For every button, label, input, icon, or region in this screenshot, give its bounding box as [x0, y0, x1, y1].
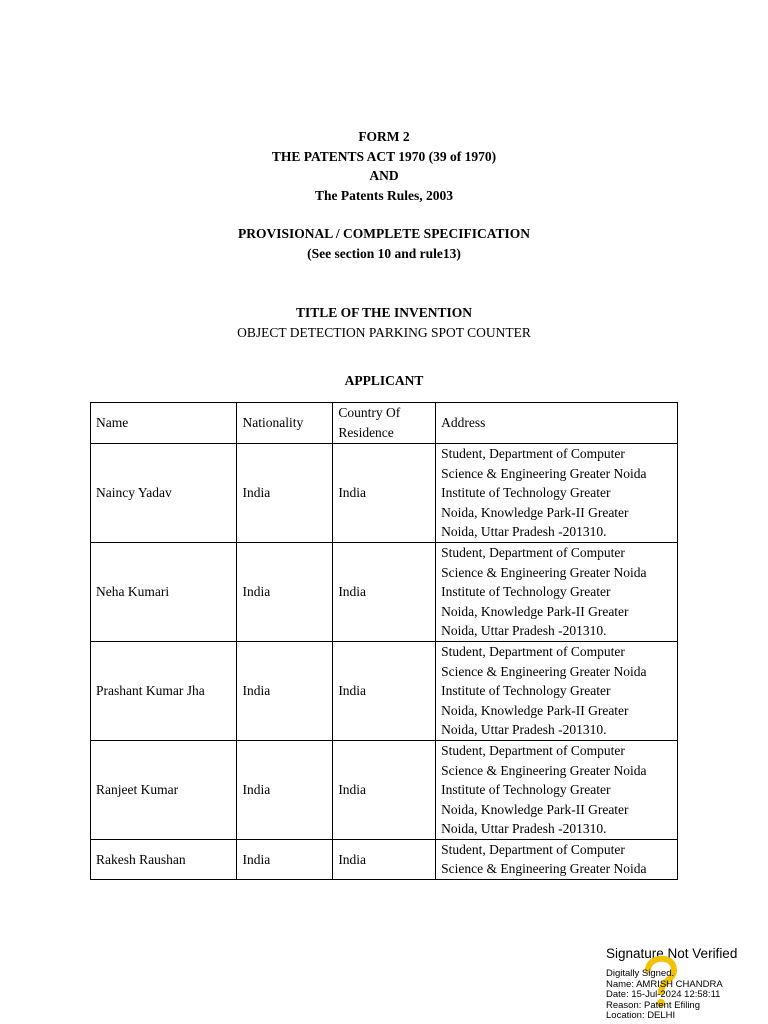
- table-header-row: [91, 403, 678, 444]
- address-line: Noida, Knowledge Park-II Greater: [441, 702, 629, 718]
- applicant-name: Rakesh Raushan: [91, 839, 237, 879]
- signature-details: [606, 969, 766, 1022]
- applicant-address: [436, 444, 678, 543]
- act-title: THE PATENTS ACT 1970 (39 of 1970): [271, 148, 497, 164]
- signature-name: Name: AMRISH CHANDRA: [606, 978, 723, 990]
- address-line: Noida, Knowledge Park-II Greater: [441, 801, 629, 817]
- address-line: Noida, Knowledge Park-II Greater: [441, 504, 629, 520]
- document-header: [0, 127, 768, 391]
- and-text: AND: [369, 168, 399, 183]
- address-line: Science & Engineering Greater Noida: [441, 663, 647, 679]
- header-name: Name: [91, 403, 237, 444]
- applicant-nationality: India: [237, 641, 333, 740]
- address-line: Science & Engineering Greater Noida: [441, 861, 647, 877]
- applicant-name: Neha Kumari: [91, 542, 237, 641]
- applicant-address: [436, 542, 678, 641]
- invention-title: OBJECT DETECTION PARKING SPOT COUNTER: [237, 324, 531, 340]
- signature-line: Digitally Signed.: [606, 968, 675, 979]
- header-country-line: Country Of: [338, 405, 401, 421]
- specification-type: PROVISIONAL / COMPLETE SPECIFICATION: [238, 226, 530, 241]
- address-line: Noida, Uttar Pradesh -201310.: [441, 722, 607, 738]
- applicant-name: Naincy Yadav: [91, 444, 237, 543]
- address-line: Noida, Uttar Pradesh -201310.: [441, 623, 607, 639]
- table-row: [91, 839, 678, 879]
- address-line: Science & Engineering Greater Noida: [441, 564, 647, 580]
- applicant-residence: India: [333, 839, 436, 879]
- address-line: Institute of Technology Greater: [441, 485, 611, 501]
- address-line: Science & Engineering Greater Noida: [441, 762, 647, 778]
- applicant-address: [436, 839, 678, 879]
- invention-title-label: TITLE OF THE INVENTION: [296, 305, 472, 320]
- address-line: Student, Department of Computer: [441, 544, 625, 560]
- header-address: Address: [436, 403, 678, 444]
- applicant-residence: India: [333, 444, 436, 543]
- address-line: Student, Department of Computer: [441, 643, 625, 659]
- address-line: Institute of Technology Greater: [441, 683, 611, 699]
- applicant-address: [436, 740, 678, 839]
- applicant-name: Prashant Kumar Jha: [91, 641, 237, 740]
- applicant-nationality: India: [237, 740, 333, 839]
- applicant-name: Ranjeet Kumar: [91, 740, 237, 839]
- applicant-nationality: India: [237, 444, 333, 543]
- applicant-residence: India: [333, 641, 436, 740]
- address-line: Institute of Technology Greater: [441, 782, 611, 798]
- header-country-of-residence: [333, 403, 436, 444]
- signature-date: Date: 15-Jul-2024 12:58:11: [606, 989, 721, 1000]
- address-line: Student, Department of Computer: [441, 446, 625, 461]
- table-row: [91, 444, 678, 543]
- address-line: Institute of Technology Greater: [441, 584, 611, 600]
- applicant-address: [436, 641, 678, 740]
- table-row: [91, 740, 678, 839]
- signature-location: Location: DELHI: [606, 1010, 676, 1021]
- signature-reason: Reason: Patent Efiling: [606, 999, 701, 1011]
- address-line: Student, Department of Computer: [441, 742, 625, 758]
- table-row: [91, 542, 678, 641]
- address-line: Noida, Uttar Pradesh -201310.: [441, 821, 607, 837]
- signature-status: Signature Not Verified: [606, 946, 738, 961]
- address-line: Noida, Knowledge Park-II Greater: [441, 603, 629, 619]
- section-reference: (See section 10 and rule13): [307, 245, 461, 261]
- applicant-rows: [91, 444, 678, 880]
- applicant-label: APPLICANT: [344, 373, 424, 388]
- address-line: Science & Engineering Greater Noida: [441, 465, 647, 481]
- applicant-nationality: India: [237, 542, 333, 641]
- digital-signature-block: [606, 946, 766, 1022]
- address-line: Noida, Uttar Pradesh -201310.: [441, 524, 607, 540]
- header-nationality: Nationality: [237, 403, 333, 444]
- table-row: [91, 641, 678, 740]
- applicant-residence: India: [333, 740, 436, 839]
- applicant-residence: India: [333, 542, 436, 641]
- address-line: Student, Department of Computer: [441, 841, 625, 857]
- applicant-table: [90, 402, 678, 880]
- form-number: FORM 2: [358, 129, 410, 144]
- header-country-line: Residence: [338, 425, 394, 440]
- rules-title: The Patents Rules, 2003: [315, 187, 453, 203]
- applicant-nationality: India: [237, 839, 333, 879]
